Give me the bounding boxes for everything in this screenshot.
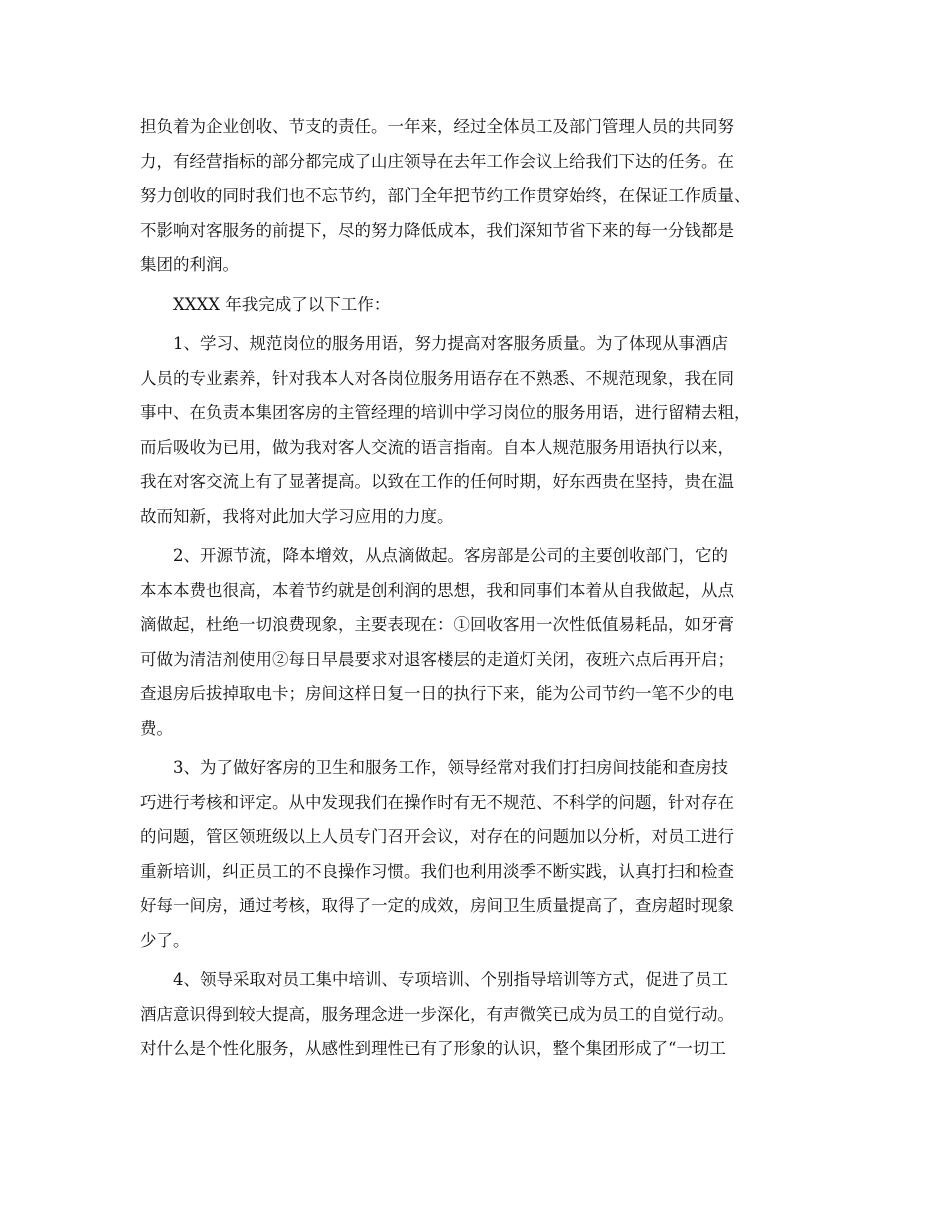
text-line: 不影响对客服务的前提下，尽的努力降低成本，我们深知节省下来的每一分钱都是 <box>140 220 734 240</box>
paragraph-1-start: 1、学习、规范岗位的服务用语，努力提高对客服务质量。为了体现从事酒店 <box>173 334 728 353</box>
text-line: 酒店意识得到较大提高，服务理念进一步深化，有声微笑已成为员工的自觉行动。 <box>140 1004 734 1024</box>
paragraph-3-start: 3、为了做好客房的卫生和服务工作，领导经常对我们打扫房间技能和查房技 <box>173 758 728 777</box>
text-line: 滴做起，杜绝一切浪费现象，主要表现在：①回收客用一次性低值易耗品，如牙膏 <box>140 615 734 634</box>
text-line: 人员的专业素养，针对我本人对各岗位服务用语存在不熟悉、不规范现象，我在同 <box>140 368 734 388</box>
text-line: 担负着为企业创收、节支的责任。一年来，经过全体员工及部门管理人员的共同努 <box>140 117 734 136</box>
paragraph-2-start: 2、开源节流，降本增效，从点滴做起。客房部是公司的主要创收部门，它的 <box>173 546 728 565</box>
text-line: 故而知新，我将对此加大学习应用的力度。 <box>140 506 454 526</box>
text-line: 费。 <box>140 718 173 738</box>
text-line: 可做为清洁剂使用②每日早晨要求对退客楼层的走道灯关闭，夜班六点后再开启； <box>140 649 734 669</box>
text-line: 努力创收的同时我们也不忘节约，部门全年把节约工作贯穿始终，在保证工作质量、 <box>140 186 751 205</box>
text-line: 事中、在负责本集团客房的主管经理的培训中学习岗位的服务用语，进行留精去粗， <box>140 403 751 422</box>
text-line: 我在对客交流上有了显著提高。以致在工作的任何时期，好东西贵在坚持，贵在温 <box>140 472 734 491</box>
paragraph-4-start: 4、领导采取对员工集中培训、专项培训、个别指导培训等方式，促进了员工 <box>173 970 728 989</box>
text-line: 集团的利润。 <box>140 255 239 274</box>
text-line: 少了。 <box>140 930 190 950</box>
document-body <box>140 110 820 1067</box>
text-line: 查退房后拔掉取电卡；房间这样日复一日的执行下来，能为公司节约一笔不少的电 <box>140 684 734 703</box>
text-line: 对什么是个性化服务，从感性到理性已有了形象的认识，整个集团形成了“一切工 <box>140 1039 726 1058</box>
text-line: 而后吸收为已用，做为我对客人交流的语言指南。自本人规范服务用语执行以来， <box>140 437 734 457</box>
text-line: 力，有经营指标的部分都完成了山庄领导在去年工作会议上给我们下达的任务。在 <box>140 151 734 171</box>
text-line: 重新培训，纠正员工的不良操作习惯。我们也利用淡季不断实践，认真打扫和检查 <box>140 861 734 881</box>
text-line: 好每一间房，通过考核，取得了一定的成效，房间卫生质量提高了，查房超时现象 <box>140 896 734 915</box>
section-heading: XXXX 年我完成了以下工作： <box>173 294 391 314</box>
text-line: 的问题，管区领班级以上人员专门召开会议，对存在的问题加以分析，对员工进行 <box>140 827 734 846</box>
text-line: 本本本费也很高，本着节约就是创利润的思想，我和同事们本着从自我做起，从点 <box>140 580 734 600</box>
text-line: 巧进行考核和评定。从中发现我们在操作时有无不规范、不科学的问题，针对存在 <box>140 792 734 812</box>
